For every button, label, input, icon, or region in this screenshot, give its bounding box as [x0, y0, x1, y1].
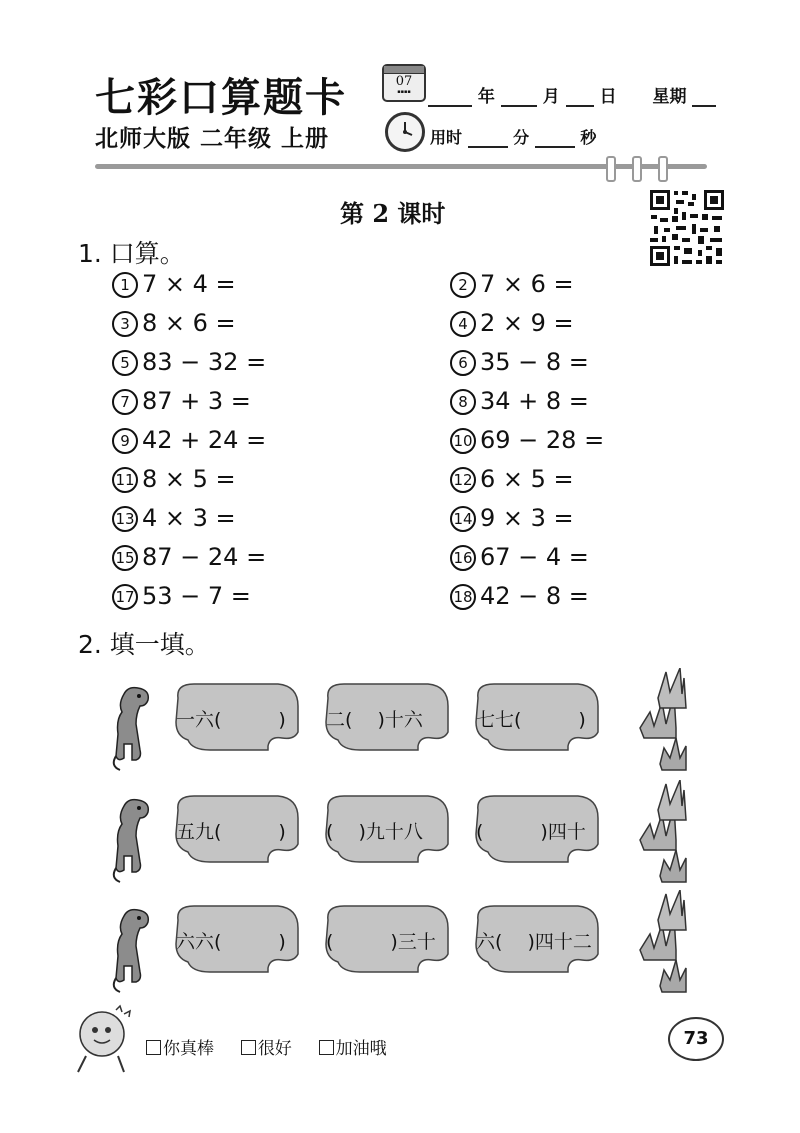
rating-option[interactable]: 加油哦 [319, 1039, 387, 1059]
day-label: 日 [599, 87, 617, 107]
fill-in-text: 六( )四十二 [476, 931, 592, 953]
problem-number: 12 [450, 467, 476, 493]
problem-number: 17 [112, 584, 138, 610]
problem-number: 18 [450, 584, 476, 610]
fill-in-cloud[interactable] [170, 680, 302, 752]
arithmetic-problem [450, 543, 589, 571]
grass-icon [636, 668, 692, 776]
problem-number: 7 [112, 389, 138, 415]
section1-title: 1. 口算。 [78, 239, 185, 268]
fill-in-text: 二( )十六 [326, 709, 423, 731]
qr-code[interactable] [648, 188, 726, 268]
fill-in-cloud[interactable] [170, 792, 302, 864]
fill-in-text: 七七( ) [476, 709, 586, 731]
month-blank[interactable] [501, 91, 537, 107]
year-blank[interactable] [428, 91, 472, 107]
time-line [430, 125, 596, 148]
minute-blank[interactable] [468, 132, 508, 148]
problem-expression: 35 − 8 = [480, 348, 589, 376]
problem-number: 1 [112, 272, 138, 298]
arithmetic-problem [112, 348, 266, 376]
arithmetic-problem [112, 465, 236, 493]
mascot-icon [68, 1004, 134, 1076]
problem-expression: 67 − 4 = [480, 543, 589, 571]
problem-number: 8 [450, 389, 476, 415]
arithmetic-problem [450, 348, 589, 376]
rating-option[interactable]: 很好 [241, 1039, 292, 1059]
fill-in-cloud[interactable] [320, 902, 452, 974]
problem-number: 13 [112, 506, 138, 532]
fill-in-cloud[interactable] [470, 902, 602, 974]
arithmetic-problem [450, 387, 589, 415]
checkbox-icon[interactable] [319, 1040, 334, 1055]
problem-expression: 34 + 8 = [480, 387, 589, 415]
problem-expression: 8 × 6 = [142, 309, 236, 337]
binder-ring [658, 156, 668, 182]
dog-icon [106, 684, 152, 776]
fill-in-text: ( )三十 [326, 931, 436, 953]
fill-in-cloud[interactable] [470, 680, 602, 752]
problem-expression: 42 − 8 = [480, 582, 589, 610]
arithmetic-problem [450, 270, 574, 298]
arithmetic-problem [450, 582, 589, 610]
date-line [428, 82, 716, 107]
arithmetic-problem [450, 426, 604, 454]
problem-expression: 7 × 6 = [480, 270, 574, 298]
arithmetic-problem [112, 309, 236, 337]
problem-expression: 9 × 3 = [480, 504, 574, 532]
problem-expression: 69 − 28 = [480, 426, 605, 454]
arithmetic-problem [450, 309, 574, 337]
weekday-blank[interactable] [692, 91, 716, 107]
problem-expression: 42 + 24 = [142, 426, 267, 454]
problem-expression: 8 × 5 = [142, 465, 236, 493]
problem-number: 2 [450, 272, 476, 298]
arithmetic-problem [450, 504, 574, 532]
problem-expression: 2 × 9 = [480, 309, 574, 337]
problem-number: 6 [450, 350, 476, 376]
fill-in-text: 一六( ) [176, 709, 286, 731]
calendar-icon: 07 ▪▪▪▪ [382, 64, 426, 102]
fill-in-text: 五九( ) [176, 821, 286, 843]
fill-in-cloud[interactable] [170, 902, 302, 974]
fill-in-cloud[interactable] [320, 792, 452, 864]
day-blank[interactable] [566, 91, 594, 107]
time-used-label: 用时 [430, 128, 463, 147]
problem-number: 14 [450, 506, 476, 532]
grass-icon [636, 890, 692, 998]
problem-expression: 4 × 3 = [142, 504, 236, 532]
dog-icon [106, 796, 152, 888]
clock-icon [385, 112, 425, 152]
problem-number: 9 [112, 428, 138, 454]
arithmetic-problem [112, 543, 266, 571]
checkbox-icon[interactable] [241, 1040, 256, 1055]
lesson-title: 第 2 课时 [340, 199, 446, 228]
grass-icon [636, 780, 692, 888]
brand-title: 七彩口算题卡 [95, 74, 347, 121]
page-number: 73 [668, 1017, 724, 1061]
calendar-day: 07 [395, 74, 413, 89]
problem-number: 4 [450, 311, 476, 337]
fill-in-cloud[interactable] [470, 792, 602, 864]
problem-expression: 87 − 24 = [142, 543, 267, 571]
arithmetic-problem [112, 504, 236, 532]
problem-expression: 53 − 7 = [142, 582, 251, 610]
minute-label: 分 [513, 128, 530, 147]
arithmetic-problem [112, 270, 236, 298]
problem-number: 5 [112, 350, 138, 376]
arithmetic-problem [450, 465, 574, 493]
arithmetic-problem [112, 582, 251, 610]
problem-expression: 6 × 5 = [480, 465, 574, 493]
rating-options [146, 1034, 387, 1059]
section2-title: 2. 填一填。 [78, 630, 210, 659]
problem-number: 10 [450, 428, 476, 454]
arithmetic-problem [112, 387, 251, 415]
problem-expression: 7 × 4 = [142, 270, 236, 298]
dog-icon [106, 906, 152, 998]
arithmetic-problem [112, 426, 266, 454]
binder-ring [632, 156, 642, 182]
problem-expression: 87 + 3 = [142, 387, 251, 415]
fill-in-text: ( )四十 [476, 821, 586, 843]
year-label: 年 [477, 87, 495, 107]
fill-in-text: ( )九十八 [326, 821, 423, 843]
binder-ring [606, 156, 616, 182]
month-label: 月 [542, 87, 560, 107]
problem-expression: 83 − 32 = [142, 348, 267, 376]
weekday-label: 星期 [652, 87, 687, 107]
second-label: 秒 [580, 128, 597, 147]
edition-label: 北师大版 二年级 上册 [95, 126, 330, 152]
fill-in-cloud[interactable] [320, 680, 452, 752]
second-blank[interactable] [535, 132, 575, 148]
problem-number: 15 [112, 545, 138, 571]
problem-number: 11 [112, 467, 138, 493]
checkbox-icon[interactable] [146, 1040, 161, 1055]
fill-in-text: 六六( ) [176, 931, 286, 953]
problem-number: 3 [112, 311, 138, 337]
rating-option[interactable]: 你真棒 [146, 1039, 214, 1059]
problem-number: 16 [450, 545, 476, 571]
